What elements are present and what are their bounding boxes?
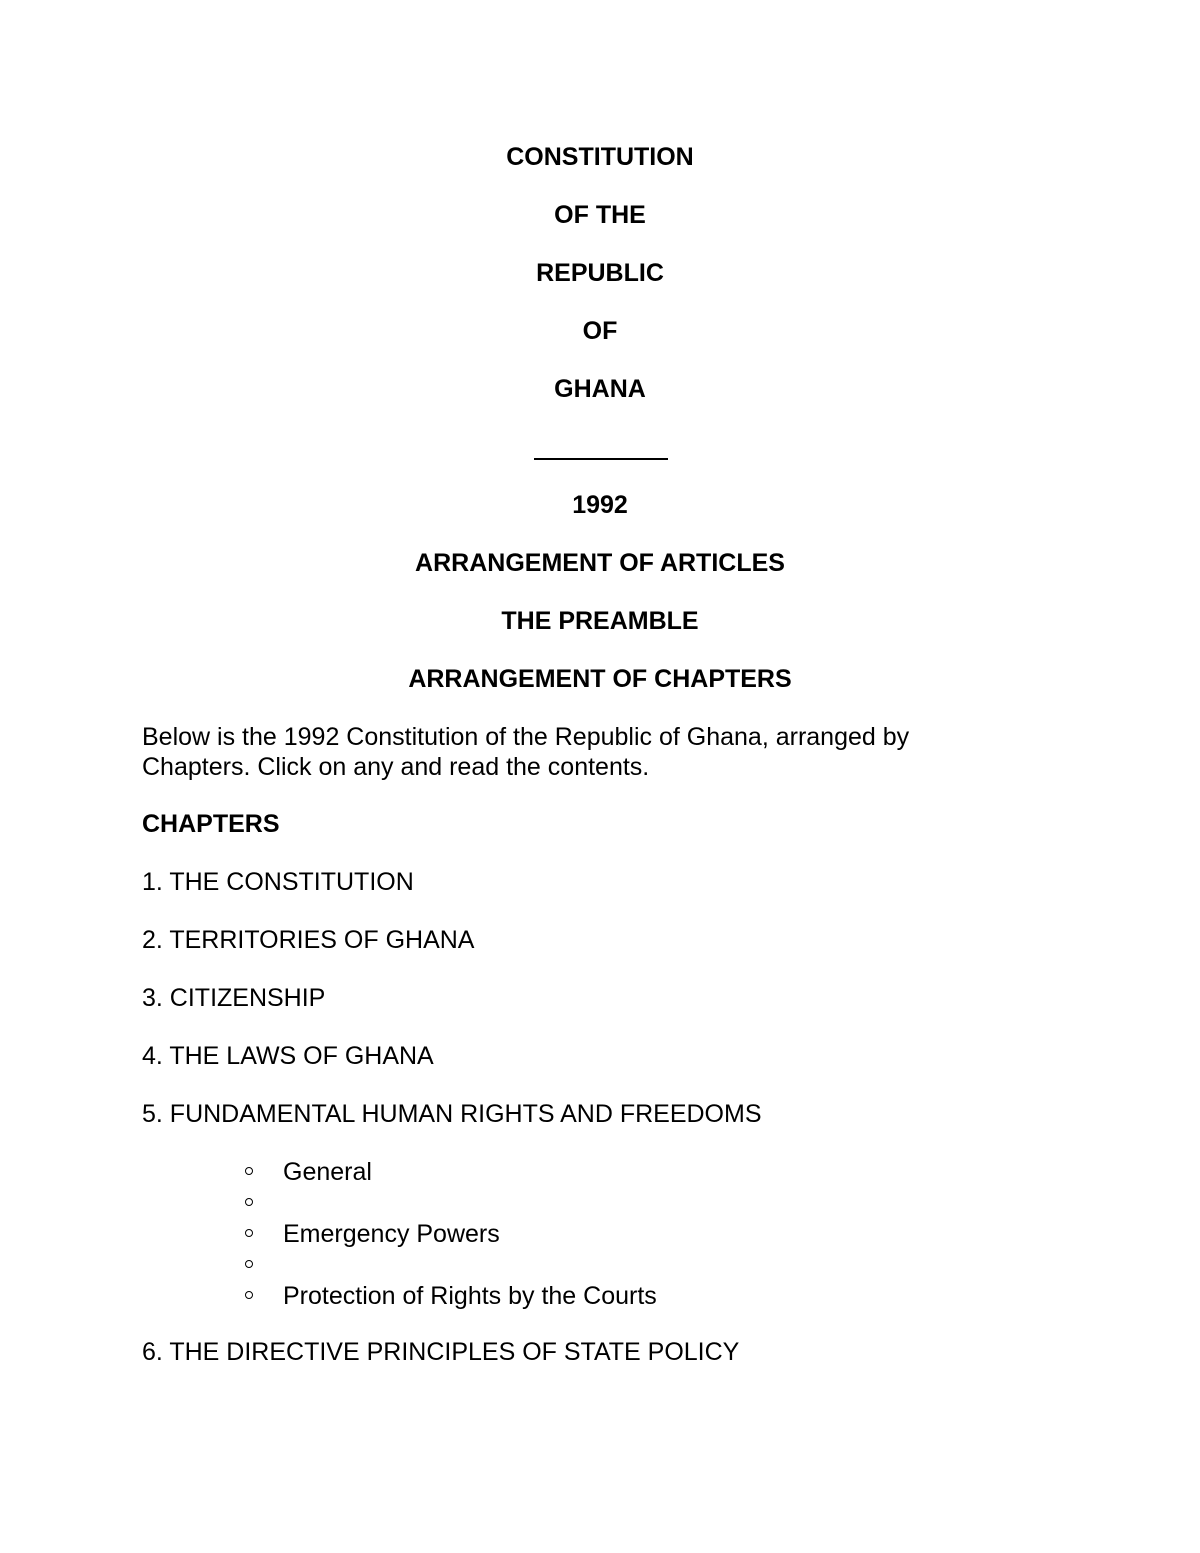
- chapter-link-citizenship[interactable]: 3. CITIZENSHIP: [142, 984, 326, 1012]
- preamble-heading: THE PREAMBLE: [501, 607, 699, 635]
- title-line-of: OF: [582, 317, 618, 345]
- chapter-link-the-constitution[interactable]: 1. THE CONSTITUTION: [142, 868, 414, 896]
- list-item: [245, 1250, 945, 1281]
- circle-bullet-icon: [245, 1229, 253, 1237]
- chapter-link-directive-principles[interactable]: 6. THE DIRECTIVE PRINCIPLES OF STATE POLICY: [142, 1338, 740, 1366]
- title-line-of-the: OF THE: [554, 201, 646, 229]
- circle-bullet-icon: [245, 1167, 253, 1175]
- intro-line-1: Below is the 1992 Constitution of the Republic of Ghana, arranged by: [142, 723, 910, 751]
- list-item: [245, 1188, 945, 1219]
- arrangement-of-chapters-heading: ARRANGEMENT OF CHAPTERS: [408, 665, 792, 693]
- circle-bullet-icon: [245, 1260, 253, 1268]
- arrangement-of-articles-heading: ARRANGEMENT OF ARTICLES: [415, 549, 785, 577]
- chapter-link-fundamental-human-rights[interactable]: 5. FUNDAMENTAL HUMAN RIGHTS AND FREEDOMS: [142, 1100, 762, 1128]
- chapter5-subsection-list: [245, 1157, 945, 1312]
- list-item: [245, 1281, 945, 1312]
- chapters-heading: CHAPTERS: [142, 810, 280, 838]
- title-line-constitution: CONSTITUTION: [506, 143, 694, 171]
- subsection-link-general[interactable]: General: [283, 1158, 372, 1186]
- list-item: [245, 1219, 945, 1250]
- intro-paragraph: [142, 722, 1022, 782]
- circle-bullet-icon: [245, 1291, 253, 1299]
- title-divider: [534, 458, 668, 460]
- title-line-republic: REPUBLIC: [536, 259, 664, 287]
- chapter-link-territories-of-ghana[interactable]: 2. TERRITORIES OF GHANA: [142, 926, 475, 954]
- circle-bullet-icon: [245, 1198, 253, 1206]
- intro-line-2: Chapters. Click on any and read the contents.: [142, 753, 650, 781]
- title-line-ghana: GHANA: [554, 375, 646, 403]
- list-item: [245, 1157, 945, 1188]
- year-heading: 1992: [572, 491, 628, 519]
- subsection-link-emergency-powers[interactable]: Emergency Powers: [283, 1220, 500, 1248]
- subsection-link-protection-of-rights[interactable]: Protection of Rights by the Courts: [283, 1282, 657, 1310]
- chapter-link-laws-of-ghana[interactable]: 4. THE LAWS OF GHANA: [142, 1042, 434, 1070]
